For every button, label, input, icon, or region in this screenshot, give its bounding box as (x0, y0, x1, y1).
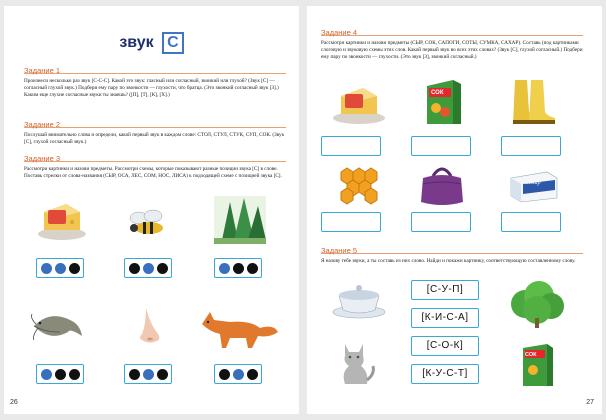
scheme-box-2[interactable] (124, 258, 172, 278)
scheme-dot (55, 263, 66, 274)
answer-box-6[interactable] (501, 212, 561, 232)
task2-header (24, 114, 286, 128)
scheme-dot (233, 369, 244, 380)
page-number-left: 26 (10, 399, 18, 406)
scheme-dot (143, 369, 154, 380)
scheme-box-4[interactable] (36, 364, 84, 384)
scheme-box-3[interactable] (214, 258, 262, 278)
scheme-dot (219, 263, 230, 274)
task3-text: Рассмотри картинки и назови предметы. Рассмотри схемы, которые показывают разные позиции звука [С] в слове. Поставь стрелки от слова-названия (СЫР, ОСА, ЛЕС, СОМ, НОС, ЛИСА) к подходящей схеме с позицией звука [С]. (24, 166, 282, 179)
honeycomb-picture (333, 166, 381, 206)
task4-text: Рассмотри картинки и назови предметы (СЫР, СОК, САПОГИ, СОТЫ, СУМКА, САХАР). Составь (под картинками слоговую и звуковую схемы этих слов. Какой первый звук во всех этих словах? (Звук [С], глухой согласный.) Подбери ему пару по звонкости — глухости. (Это звук [З], звонкий согласный.) (321, 40, 583, 60)
handbag-picture (417, 162, 467, 208)
answer-box-2[interactable] (411, 136, 471, 156)
title-letter-box: С (162, 32, 184, 54)
juice-box-label-2: СОК (525, 352, 537, 358)
answer-box-3[interactable] (501, 136, 561, 156)
nose-picture (128, 306, 168, 348)
answer-box-1[interactable] (321, 136, 381, 156)
juice-box-picture-2 (519, 340, 557, 388)
scheme-dot (129, 369, 140, 380)
answer-box-4[interactable] (321, 212, 381, 232)
right-page (307, 6, 602, 414)
task4-header-label: Задание 4 (321, 28, 358, 37)
scheme-dot (157, 369, 168, 380)
cat-picture (337, 338, 377, 388)
cheese-picture (331, 80, 387, 126)
scheme-dot (69, 369, 80, 380)
scheme-dot (247, 369, 258, 380)
boots-picture (507, 76, 559, 126)
task1-header-label: Задание 1 (24, 66, 61, 75)
scheme-dot (129, 263, 140, 274)
page-number-right: 27 (586, 399, 594, 406)
title-word: звук (119, 34, 154, 51)
scheme-dot (41, 263, 52, 274)
sugar-box-label: Сахар (525, 180, 541, 186)
scheme-dot (41, 369, 52, 380)
soup-bowl-picture (329, 278, 389, 322)
cheese-picture (36, 196, 88, 242)
task5-header-label: Задание 5 (321, 246, 358, 255)
word-box-3[interactable]: [С-О-К] (411, 336, 479, 356)
task4-header (321, 22, 583, 36)
wasp-picture (125, 204, 171, 242)
scheme-dot (157, 263, 168, 274)
scheme-dot (233, 263, 244, 274)
scheme-box-1[interactable] (36, 258, 84, 278)
word-box-2[interactable]: [К-И-С-А] (411, 308, 479, 328)
task1-header (24, 60, 286, 74)
juice-box-picture (423, 76, 465, 126)
task5-text: Я назову тебе звуки, а ты составь из них слово. Найди и покажи картинку, соответствующую составленному слову. (321, 258, 576, 264)
answer-box-5[interactable] (411, 212, 471, 232)
task2-header-label: Задание 2 (24, 120, 61, 129)
task2-text: Послушай внимательно слова и определи, какой первый звук в каждом слове: СТОЛ, СТУЛ, СТУК, СУП, СОК. (Звук [С], глухой согласный звук.) (24, 132, 285, 145)
scheme-box-5[interactable] (124, 364, 172, 384)
page-title (4, 32, 299, 54)
scheme-dot (69, 263, 80, 274)
catfish-picture (30, 306, 84, 346)
left-page (4, 6, 299, 414)
scheme-box-6[interactable] (214, 364, 262, 384)
word-box-1[interactable]: [С-У-П] (411, 280, 479, 300)
forest-picture (214, 196, 266, 244)
task1-text: Произнеси несколько раз звук [С-С-С]. Какой это звук: гласный или согласный, звонкий или глухой? (Звук [С] — согласный глухой звук.) Подбери ему пару по звонкости — глухости, что братца. (Это звонкий согласный звук [З].) Каким еще глухие согласные звуки ты знаешь? ([П], [Т], [К], [Х].) (24, 78, 279, 98)
fox-picture (196, 302, 280, 352)
word-box-4[interactable]: [К-У-С-Т] (411, 364, 479, 384)
scheme-dot (247, 263, 258, 274)
scheme-dot (219, 369, 230, 380)
task3-header-label: Задание 3 (24, 154, 61, 163)
task3-header (24, 148, 286, 162)
juice-box-label: СОК (431, 90, 444, 96)
bush-picture (507, 278, 567, 328)
scheme-dot (55, 369, 66, 380)
scheme-dot (143, 263, 154, 274)
task5-header (321, 240, 583, 254)
